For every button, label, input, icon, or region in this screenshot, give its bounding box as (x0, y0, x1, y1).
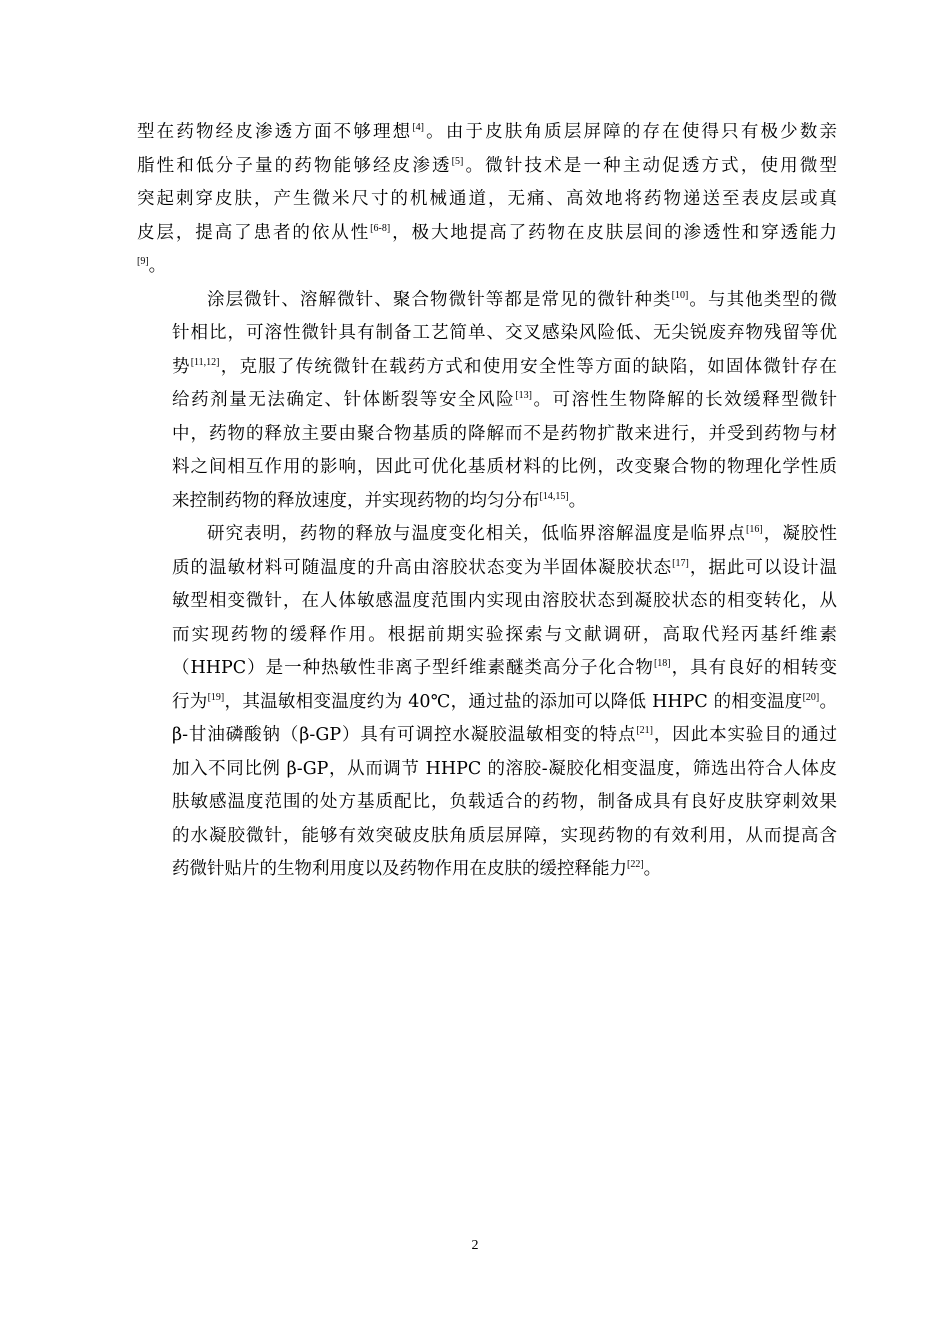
text-line (137, 351, 837, 385)
text-run: ，克服了传统微针在载药方式和使用安全性等方面的缺陷，如固体微针存在 (219, 356, 838, 377)
text-run: 而实现药物的缓释作用。根据前期实验探索与文献调研，高取代羟丙基纤维素 (172, 624, 837, 645)
citation-ref: [4] (412, 122, 425, 133)
text-line (137, 384, 837, 418)
page-body (137, 116, 837, 887)
text-run: 。 (148, 256, 167, 276)
text-run: 。微针技术是一种主动促透方式，使用微型 (463, 155, 838, 176)
text-run: ，据此可以设计温 (688, 557, 838, 578)
text-line (137, 116, 837, 150)
text-line (137, 619, 837, 653)
text-line (137, 853, 837, 887)
text-line (137, 820, 837, 854)
text-line (137, 686, 837, 720)
text-run: 料之间相互作用的影响，因此可优化基质材料的比例，改变聚合物的物理化学性质 (172, 457, 837, 477)
citation-ref: [11,12] (190, 356, 220, 368)
text-line (137, 150, 837, 184)
citation-ref: [14,15] (539, 490, 569, 502)
text-line (137, 250, 837, 284)
citation-ref: [22] (627, 859, 644, 870)
text-run: 皮层，提高了患者的依从性 (137, 222, 371, 243)
text-line (137, 585, 837, 619)
citation-ref: [17] (672, 557, 689, 569)
text-run: 质的温敏材料可随温度的升高由溶胶状态变为半固体凝胶状态 (172, 557, 673, 578)
text-run: 来控制药物的释放速度，并实现药物的均匀分布 (172, 490, 540, 511)
text-run: ，具有良好的相转变 (670, 658, 838, 678)
text-run: 。 (643, 859, 662, 879)
text-run: 。 (568, 490, 587, 511)
text-line (137, 451, 837, 485)
citation-ref: [18] (653, 658, 671, 669)
citation-ref: [19] (207, 691, 225, 703)
text-line (137, 485, 837, 519)
body-paragraph (137, 284, 837, 519)
text-run: 突起刺穿皮肤，产生微米尺寸的机械通道，无痛、高效地将药物递送至表皮层或真 (137, 189, 837, 209)
citation-ref: [10] (671, 289, 689, 301)
citation-ref: [13] (515, 390, 532, 401)
text-run: 肤敏感温度范围的处方基质配比，负载适合的药物，制备成具有良好皮肤穿刺效果 (172, 792, 837, 812)
text-run: 脂性和低分子量的药物能够经皮渗透 (137, 155, 452, 176)
text-line (137, 317, 837, 351)
text-line (137, 284, 837, 318)
text-line (137, 753, 837, 787)
body-paragraph (137, 518, 837, 887)
text-line (137, 518, 837, 552)
text-run: 针相比，可溶性微针具有制备工艺简单、交叉感染风险低、无尖锐废弃物残留等优 (172, 323, 837, 343)
text-line (137, 786, 837, 820)
citation-ref: [6-8] (370, 222, 391, 234)
text-run: 药微针贴片的生物利用度以及药物作用在皮肤的缓控释能力 (172, 859, 627, 879)
text-run: 涂层微针、溶解微针、聚合物微针等都是常见的微针种类 (207, 289, 672, 310)
page-number: 2 (471, 1238, 479, 1253)
text-run: β-甘油磷酸钠（β-GP）具有可调控水凝胶温敏相变的特点 (172, 725, 637, 745)
text-line (137, 652, 837, 686)
citation-ref: [16] (745, 524, 763, 535)
citation-ref: [9] (137, 256, 149, 267)
body-paragraph (137, 116, 837, 284)
text-run: 给药剂量无法确定、针体断裂等安全风险 (172, 390, 516, 410)
text-line (137, 719, 837, 753)
text-run: 型在药物经皮渗透方面不够理想 (137, 122, 413, 142)
text-run: （HHPC）是一种热敏性非离子型纤维素醚类高分子化合物 (172, 658, 654, 678)
text-run: 的水凝胶微针，能够有效突破皮肤角质层屏障，实现药物的有效利用，从而提高含 (172, 825, 837, 846)
text-run: ，极大地提高了药物在皮肤层间的渗透性和穿透能力 (390, 222, 838, 243)
text-run: 势 (172, 356, 191, 377)
text-run: 行为 (172, 691, 208, 712)
citation-ref: [20] (802, 691, 820, 703)
text-run: 敏型相变微针，在人体敏感温度范围内实现由溶胶状态到凝胶状态的相变转化，从 (172, 591, 837, 611)
text-run: 。 (819, 691, 838, 712)
text-line (137, 418, 837, 452)
text-run: ，其温敏相变温度约为 40℃，通过盐的添加可以降低 HHPC 的相变温度 (224, 691, 803, 712)
text-run: ，因此本实验目的通过 (653, 725, 837, 745)
text-line (137, 552, 837, 586)
text-run: 。与其他类型的微 (688, 289, 837, 310)
text-line (137, 183, 837, 217)
citation-ref: [5] (451, 155, 464, 167)
text-run: 加入不同比例 β-GP，从而调节 HHPC 的溶胶-凝胶化相变温度，筛选出符合人体皮 (172, 758, 837, 779)
text-run: 。可溶性生物降解的长效缓释型微针 (531, 390, 838, 410)
text-run: 中，药物的释放主要由聚合物基质的降解而不是药物扩散来进行，并受到药物与材 (172, 423, 837, 444)
text-run: ，凝胶性 (762, 524, 837, 544)
text-run: 。由于皮肤角质层屏障的存在使得只有极少数亲 (424, 122, 838, 142)
text-line (137, 217, 837, 251)
citation-ref: [21] (636, 725, 654, 736)
text-run: 研究表明，药物的释放与温度变化相关，低临界溶解温度是临界点 (207, 524, 746, 544)
